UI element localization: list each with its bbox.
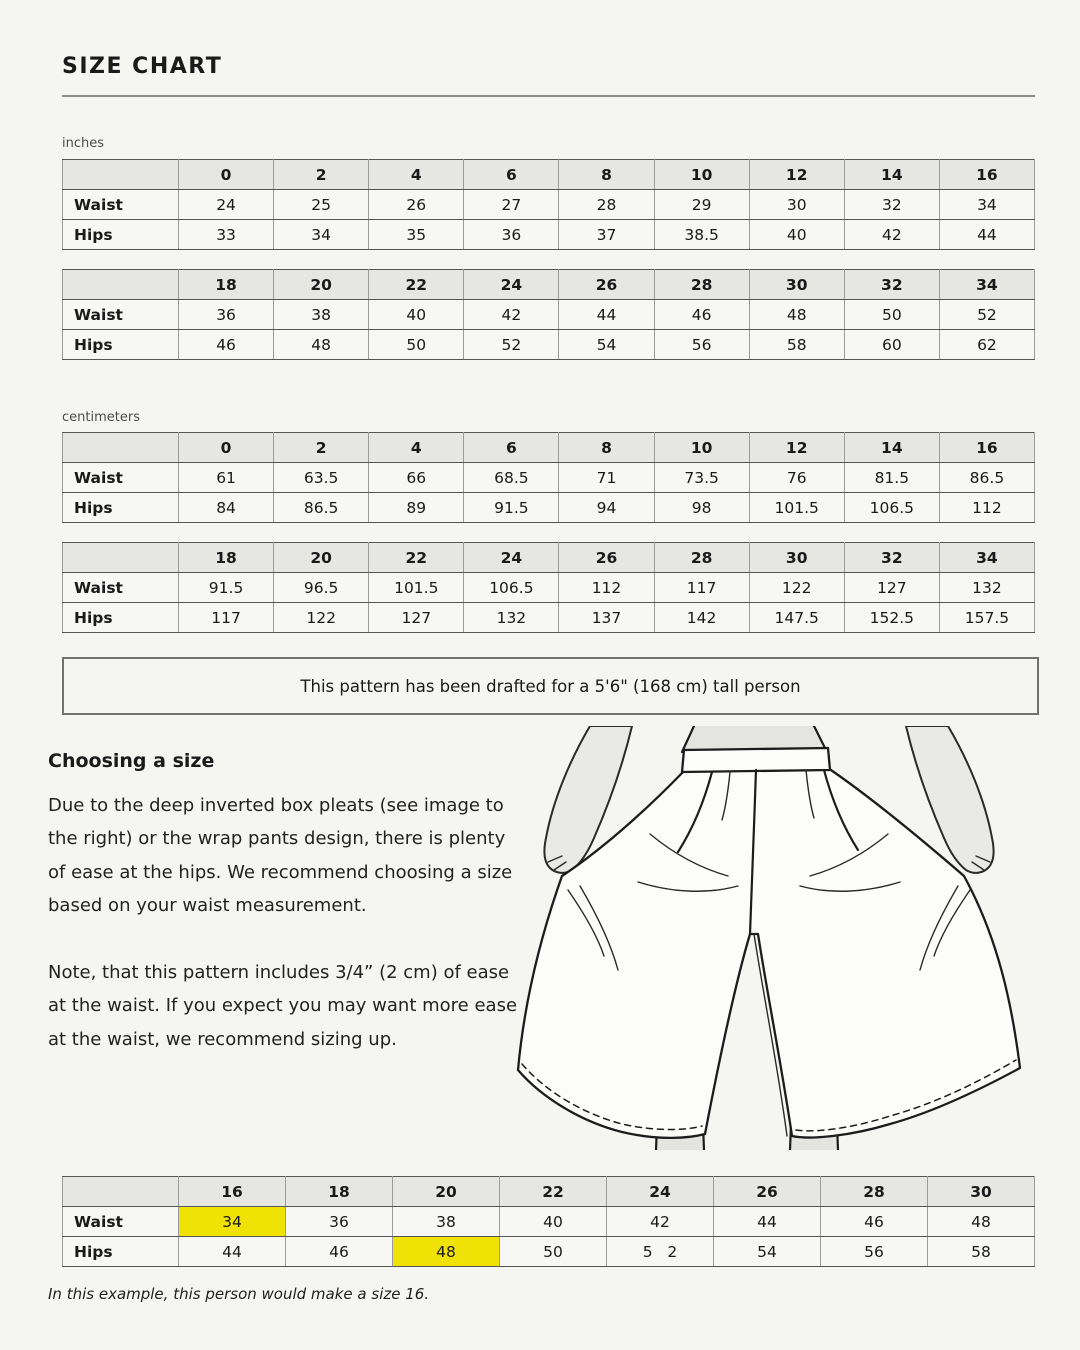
measurement-cell: 48 — [274, 330, 369, 360]
measurement-cell: 127 — [844, 573, 939, 603]
row-label: Waist — [63, 573, 179, 603]
size-column-header: 24 — [607, 1177, 714, 1207]
measurement-cell: 112 — [559, 573, 654, 603]
size-column-header: 22 — [369, 543, 464, 573]
row-label: Hips — [63, 603, 179, 633]
inches-label: inches — [62, 136, 105, 151]
size-column-header: 26 — [559, 270, 654, 300]
size-table-cm-18-34 — [62, 542, 1035, 633]
measurement-cell: 112 — [939, 493, 1034, 523]
measurement-cell: 36 — [179, 300, 274, 330]
measurement-cell: 106.5 — [844, 493, 939, 523]
size-column-header: 2 — [274, 433, 369, 463]
measurement-cell: 101.5 — [369, 573, 464, 603]
measurement-cell: 5 2 — [607, 1237, 714, 1267]
measurement-cell: 50 — [500, 1237, 607, 1267]
measurement-cell: 46 — [654, 300, 749, 330]
size-column-header: 26 — [559, 543, 654, 573]
measurement-cell: 58 — [749, 330, 844, 360]
size-column-header: 6 — [464, 160, 559, 190]
choosing-size-paragraph-2: Note, that this pattern includes 3/4” (2 cm) of ease at the waist. If you expect you may want more ease at the waist, we recommend sizing up. — [48, 962, 518, 1050]
measurement-cell: 27 — [464, 190, 559, 220]
measurement-cell: 48 — [749, 300, 844, 330]
measurement-cell: 122 — [749, 573, 844, 603]
measurement-cell: 142 — [654, 603, 749, 633]
size-column-header: 2 — [274, 160, 369, 190]
size-column-header: 32 — [844, 270, 939, 300]
pants-illustration — [498, 726, 1040, 1150]
measurement-cell: 56 — [821, 1237, 928, 1267]
measurement-cell: 89 — [369, 493, 464, 523]
measurement-cell: 96.5 — [274, 573, 369, 603]
size-header-row — [63, 543, 1035, 573]
measurement-cell: 68.5 — [464, 463, 559, 493]
row-label: Waist — [63, 463, 179, 493]
page-title: SIZE CHART — [62, 54, 223, 79]
size-column-header: 12 — [749, 433, 844, 463]
measurement-cell: 40 — [369, 300, 464, 330]
measurement-cell: 32 — [844, 190, 939, 220]
size-column-header: 4 — [369, 433, 464, 463]
measurement-cell: 40 — [500, 1207, 607, 1237]
measurement-cell: 117 — [179, 603, 274, 633]
size-header-row — [63, 433, 1035, 463]
row-label: Waist — [63, 300, 179, 330]
size-column-header: 34 — [939, 543, 1034, 573]
choosing-a-size-heading: Choosing a size — [48, 750, 215, 772]
corner-cell — [63, 433, 179, 463]
size-column-header: 14 — [844, 160, 939, 190]
size-column-header: 16 — [179, 1177, 286, 1207]
corner-cell — [63, 270, 179, 300]
measurement-cell: 50 — [844, 300, 939, 330]
size-column-header: 28 — [821, 1177, 928, 1207]
measurement-cell: 34 — [274, 220, 369, 250]
measurement-cell: 26 — [369, 190, 464, 220]
measurement-cell: 34 — [179, 1207, 286, 1237]
measurement-cell: 42 — [844, 220, 939, 250]
size-column-header: 30 — [928, 1177, 1035, 1207]
row-label: Hips — [63, 493, 179, 523]
measurement-cell: 46 — [821, 1207, 928, 1237]
size-column-header: 20 — [274, 543, 369, 573]
size-column-header: 32 — [844, 543, 939, 573]
measurement-row — [63, 493, 1035, 523]
size-column-header: 18 — [286, 1177, 393, 1207]
measurement-cell: 37 — [559, 220, 654, 250]
measurement-cell: 52 — [464, 330, 559, 360]
size-column-header: 22 — [369, 270, 464, 300]
measurement-cell: 91.5 — [464, 493, 559, 523]
measurement-cell: 117 — [654, 573, 749, 603]
row-label: Hips — [63, 1237, 179, 1267]
title-divider — [62, 95, 1035, 97]
size-column-header: 8 — [559, 160, 654, 190]
size-header-row — [63, 160, 1035, 190]
measurement-row — [63, 1237, 1035, 1267]
measurement-cell: 127 — [369, 603, 464, 633]
measurement-cell: 36 — [464, 220, 559, 250]
size-column-header: 6 — [464, 433, 559, 463]
measurement-cell: 91.5 — [179, 573, 274, 603]
measurement-cell: 137 — [559, 603, 654, 633]
measurement-cell: 106.5 — [464, 573, 559, 603]
measurement-cell: 38.5 — [654, 220, 749, 250]
measurement-cell: 28 — [559, 190, 654, 220]
measurement-cell: 50 — [369, 330, 464, 360]
measurement-cell: 42 — [607, 1207, 714, 1237]
measurement-cell: 44 — [559, 300, 654, 330]
drafted-height-note-box — [62, 657, 1039, 715]
measurement-cell: 147.5 — [749, 603, 844, 633]
size-column-header: 30 — [749, 543, 844, 573]
measurement-cell: 152.5 — [844, 603, 939, 633]
size-table-cm-0-16 — [62, 432, 1035, 523]
measurement-row — [63, 190, 1035, 220]
measurement-cell: 132 — [939, 573, 1034, 603]
size-table-inches-0-16 — [62, 159, 1035, 250]
size-column-header: 8 — [559, 433, 654, 463]
measurement-cell: 42 — [464, 300, 559, 330]
measurement-cell: 35 — [369, 220, 464, 250]
measurement-row — [63, 330, 1035, 360]
measurement-cell: 101.5 — [749, 493, 844, 523]
measurement-cell: 54 — [714, 1237, 821, 1267]
measurement-cell: 60 — [844, 330, 939, 360]
size-header-row — [63, 1177, 1035, 1207]
measurement-cell: 44 — [714, 1207, 821, 1237]
size-column-header: 10 — [654, 433, 749, 463]
measurement-cell: 132 — [464, 603, 559, 633]
drafted-height-note-text: This pattern has been drafted for a 5'6" (168 cm) tall person — [300, 676, 801, 696]
measurement-cell: 44 — [179, 1237, 286, 1267]
size-column-header: 20 — [274, 270, 369, 300]
size-column-header: 12 — [749, 160, 844, 190]
measurement-cell: 44 — [939, 220, 1034, 250]
size-column-header: 26 — [714, 1177, 821, 1207]
measurement-row — [63, 573, 1035, 603]
size-column-header: 10 — [654, 160, 749, 190]
size-column-header: 0 — [179, 433, 274, 463]
measurement-cell: 62 — [939, 330, 1034, 360]
size-column-header: 22 — [500, 1177, 607, 1207]
measurement-row — [63, 220, 1035, 250]
measurement-cell: 73.5 — [654, 463, 749, 493]
centimeters-label: centimeters — [62, 410, 140, 425]
measurement-cell: 86.5 — [274, 493, 369, 523]
size-table-example-highlighted — [62, 1176, 1035, 1267]
measurement-row — [63, 463, 1035, 493]
measurement-row — [63, 1207, 1035, 1237]
measurement-cell: 46 — [286, 1237, 393, 1267]
measurement-cell: 84 — [179, 493, 274, 523]
measurement-cell: 66 — [369, 463, 464, 493]
size-column-header: 0 — [179, 160, 274, 190]
size-column-header: 24 — [464, 543, 559, 573]
measurement-cell: 63.5 — [274, 463, 369, 493]
row-label: Hips — [63, 220, 179, 250]
size-column-header: 16 — [939, 160, 1034, 190]
measurement-cell: 54 — [559, 330, 654, 360]
size-column-header: 30 — [749, 270, 844, 300]
measurement-cell: 29 — [654, 190, 749, 220]
size-column-header: 28 — [654, 543, 749, 573]
measurement-cell: 38 — [274, 300, 369, 330]
choosing-size-paragraph-1: Due to the deep inverted box pleats (see image to the right) or the wrap pants design, there is plenty of ease at the hips. We recommend choosing a size based on your waist measurement. — [48, 795, 513, 917]
measurement-cell: 33 — [179, 220, 274, 250]
row-label: Waist — [63, 1207, 179, 1237]
measurement-cell: 46 — [179, 330, 274, 360]
measurement-cell: 157.5 — [939, 603, 1034, 633]
measurement-cell: 38 — [393, 1207, 500, 1237]
size-column-header: 18 — [179, 270, 274, 300]
measurement-cell: 81.5 — [844, 463, 939, 493]
row-label: Hips — [63, 330, 179, 360]
measurement-cell: 56 — [654, 330, 749, 360]
measurement-cell: 48 — [928, 1207, 1035, 1237]
measurement-cell: 71 — [559, 463, 654, 493]
measurement-cell: 122 — [274, 603, 369, 633]
measurement-cell: 30 — [749, 190, 844, 220]
measurement-cell: 52 — [939, 300, 1034, 330]
size-column-header: 24 — [464, 270, 559, 300]
size-column-header: 18 — [179, 543, 274, 573]
measurement-cell: 94 — [559, 493, 654, 523]
measurement-cell: 61 — [179, 463, 274, 493]
wrap-pants-drawing-svg — [498, 726, 1040, 1150]
measurement-cell: 25 — [274, 190, 369, 220]
measurement-cell: 24 — [179, 190, 274, 220]
size-column-header: 28 — [654, 270, 749, 300]
corner-cell — [63, 1177, 179, 1207]
waistband-shape — [682, 748, 830, 772]
measurement-row — [63, 603, 1035, 633]
size-column-header: 14 — [844, 433, 939, 463]
measurement-cell: 76 — [749, 463, 844, 493]
measurement-row — [63, 300, 1035, 330]
measurement-cell: 34 — [939, 190, 1034, 220]
size-table-inches-18-34 — [62, 269, 1035, 360]
measurement-cell: 86.5 — [939, 463, 1034, 493]
corner-cell — [63, 160, 179, 190]
measurement-cell: 40 — [749, 220, 844, 250]
measurement-cell: 98 — [654, 493, 749, 523]
size-column-header: 20 — [393, 1177, 500, 1207]
measurement-cell: 48 — [393, 1237, 500, 1267]
example-caption: In this example, this person would make a size 16. — [48, 1285, 430, 1303]
corner-cell — [63, 543, 179, 573]
size-column-header: 16 — [939, 433, 1034, 463]
measurement-cell: 36 — [286, 1207, 393, 1237]
row-label: Waist — [63, 190, 179, 220]
size-header-row — [63, 270, 1035, 300]
size-column-header: 34 — [939, 270, 1034, 300]
size-column-header: 4 — [369, 160, 464, 190]
measurement-cell: 58 — [928, 1237, 1035, 1267]
